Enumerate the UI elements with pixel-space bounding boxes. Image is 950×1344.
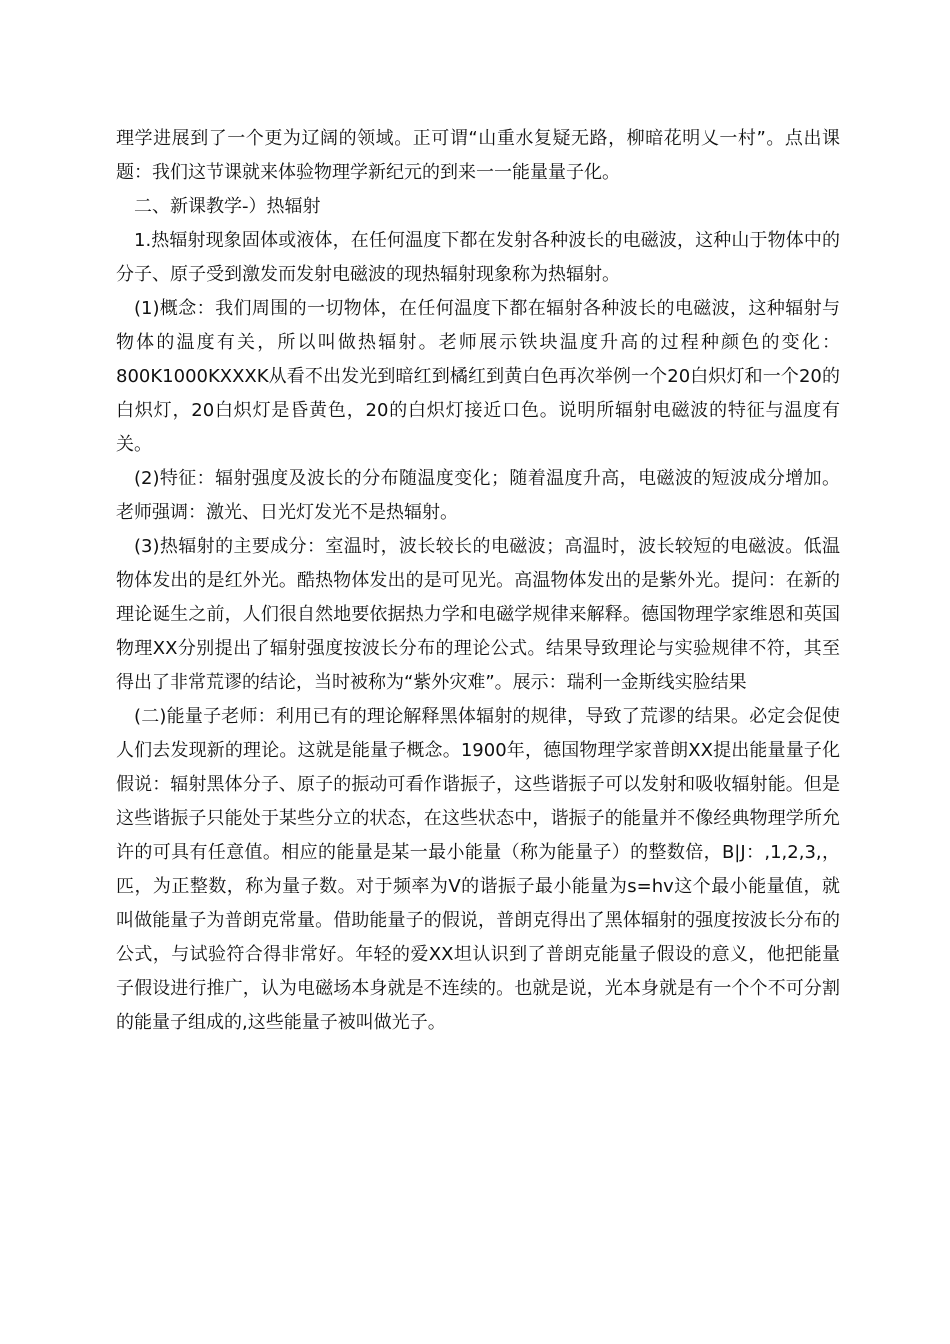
document-page <box>116 122 840 1040</box>
paragraph-intro-continued: 理学进展到了一个更为辽阔的领域。正可谓“山重水复疑无路，柳暗花明乂一村”。点出课题：我们这节课就来体验物理学新纪元的到来一一能量量子化。 <box>116 128 840 183</box>
paragraph-features: (2)特征：辐射强度及波长的分布随温度变化；随着温度升高，电磁波的短波成分增加。老师强调：激光、日光灯发光不是热辐射。 <box>116 468 840 523</box>
paragraph-thermal-radiation-phenomenon: 1.热辐射现象固体或液体，在任何温度下都在发射各种波长的电磁波，这种山于物体中的分子、原子受到激发而发射电磁波的现热辐射现象称为热辐射。 <box>116 230 840 285</box>
paragraph-main-components: (3)热辐射的主要成分：室温时，波长较长的电磁波；高温时，波长较短的电磁波。低温物体发出的是红外光。酷热物体发出的是可见光。高温物体发出的是紫外光。提问：在新的理论诞生之前，人们很自然地要依据热力学和电磁学规律来解释。德国物理学家维恩和英国物理XX分别提出了辐射强度按波长分布的理论公式。结果导致理论与实验规律不符，其至得出了非常荒谬的结论，当时被称为“紫外灾难”。展示：瑞利一金斯线实脸结果 <box>116 536 840 693</box>
section-heading-new-lesson: 二、新课教学-）热辐射 <box>134 196 321 217</box>
paragraph-concept: (1)概念：我们周围的一切物体，在任何温度下都在辐射各种波长的电磁波，这种辐射与物体的温度有关，所以叫做热辐射。老师展示铁块温度升高的过程种颜色的变化：800K1000KXXXK从看不出发光到暗红到橘红到黄白色再次举例一个20白炽灯和一个20的白炽灯，20白炽灯是昏黄色，20的白炽灯接近口色。说明所辐射电磁波的特征与温度有关。 <box>116 298 840 455</box>
paragraph-energy-quantum: (二)能量子老师：利用已有的理论解释黑体辐射的规律，导致了荒谬的结果。必定会促使人们去发现新的理论。这就是能量子概念。1900年，德国物理学家普朗XX提出能量量子化假说：辐射黑体分子、原子的振动可看作谐振子，这些谐振子可以发射和吸收辐射能。但是这些谐振子只能处于某些分立的状态，在这些状态中，谐振子的能量并不像经典物理学所允许的可具有任意值。相应的能量是某一最小能量（称为能量子）的整数倍，B|J：,1,2,3,，匹，为正整数，称为量子数。对于频率为V的谐振子最小能量为s=hv这个最小能量值，就叫做能量子为普朗克常量。借助能量子的假说，普朗克得出了黑体辐射的强度按波长分布的公式，与试验符合得非常好。年轻的爱XX坦认识到了普朗克能量子假设的意义，他把能量子假设进行推广，认为电磁场本身就是不连续的。也就是说，光本身就是有一个个不可分割的能量子组成的,这些能量子被叫做光子。 <box>116 706 840 1033</box>
